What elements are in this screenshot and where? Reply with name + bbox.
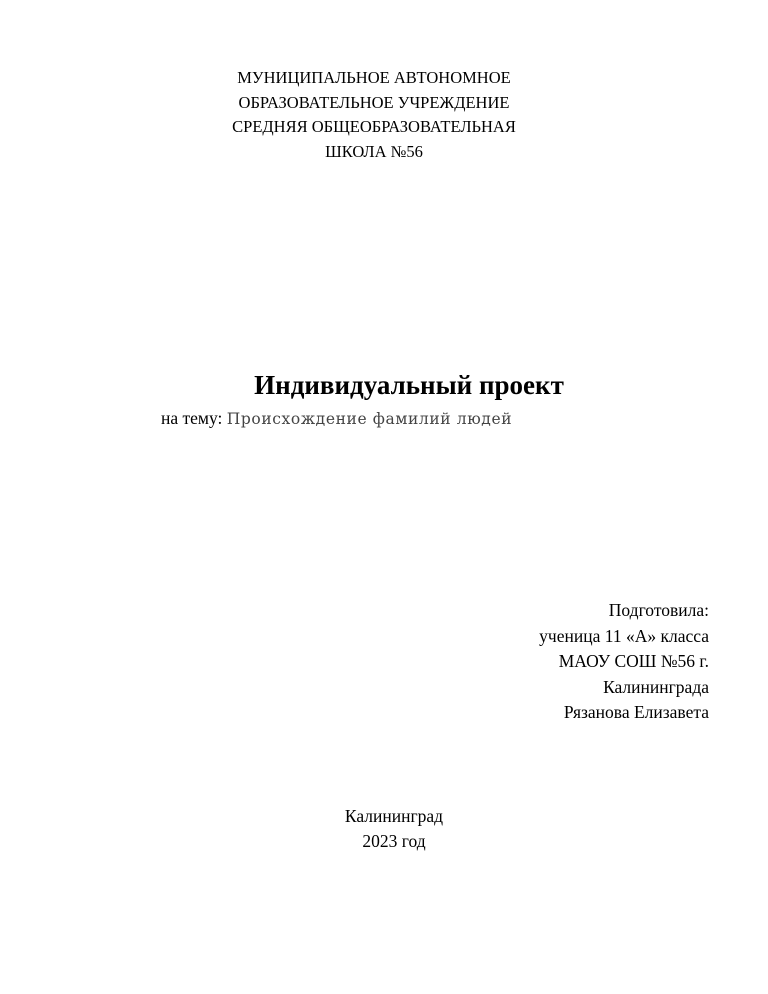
footer-year: 2023 год xyxy=(362,831,426,851)
school-header-line-2: ОБРАЗОВАТЕЛЬНОЕ УЧРЕЖДЕНИЕ xyxy=(238,92,510,112)
author-line-name: Рязанова Елизавета xyxy=(563,702,709,722)
topic-label: на тему: xyxy=(161,408,223,428)
school-header-line-4: ШКОЛА №56 xyxy=(325,141,423,161)
footer-city: Калининград xyxy=(344,806,444,826)
school-header-line-3: СРЕДНЯЯ ОБЩЕОБРАЗОВАТЕЛЬНАЯ xyxy=(232,117,516,136)
document-title: Индивидуальный проект xyxy=(254,370,564,400)
author-line-class: ученица 11 «А» класса xyxy=(539,625,709,646)
author-line-city: Калининграда xyxy=(603,676,709,697)
topic-value: Происхождение фамилий людей xyxy=(226,410,513,428)
project-topic xyxy=(161,408,512,429)
school-header xyxy=(0,66,748,164)
footer-block xyxy=(0,804,768,854)
school-header-line-1: МУНИЦИПАЛЬНОЕ АВТОНОМНОЕ xyxy=(237,68,511,87)
author-block xyxy=(539,598,709,726)
author-line-school: МАОУ СОШ №56 г. xyxy=(558,651,709,671)
author-line-prepared: Подготовила: xyxy=(608,600,709,620)
